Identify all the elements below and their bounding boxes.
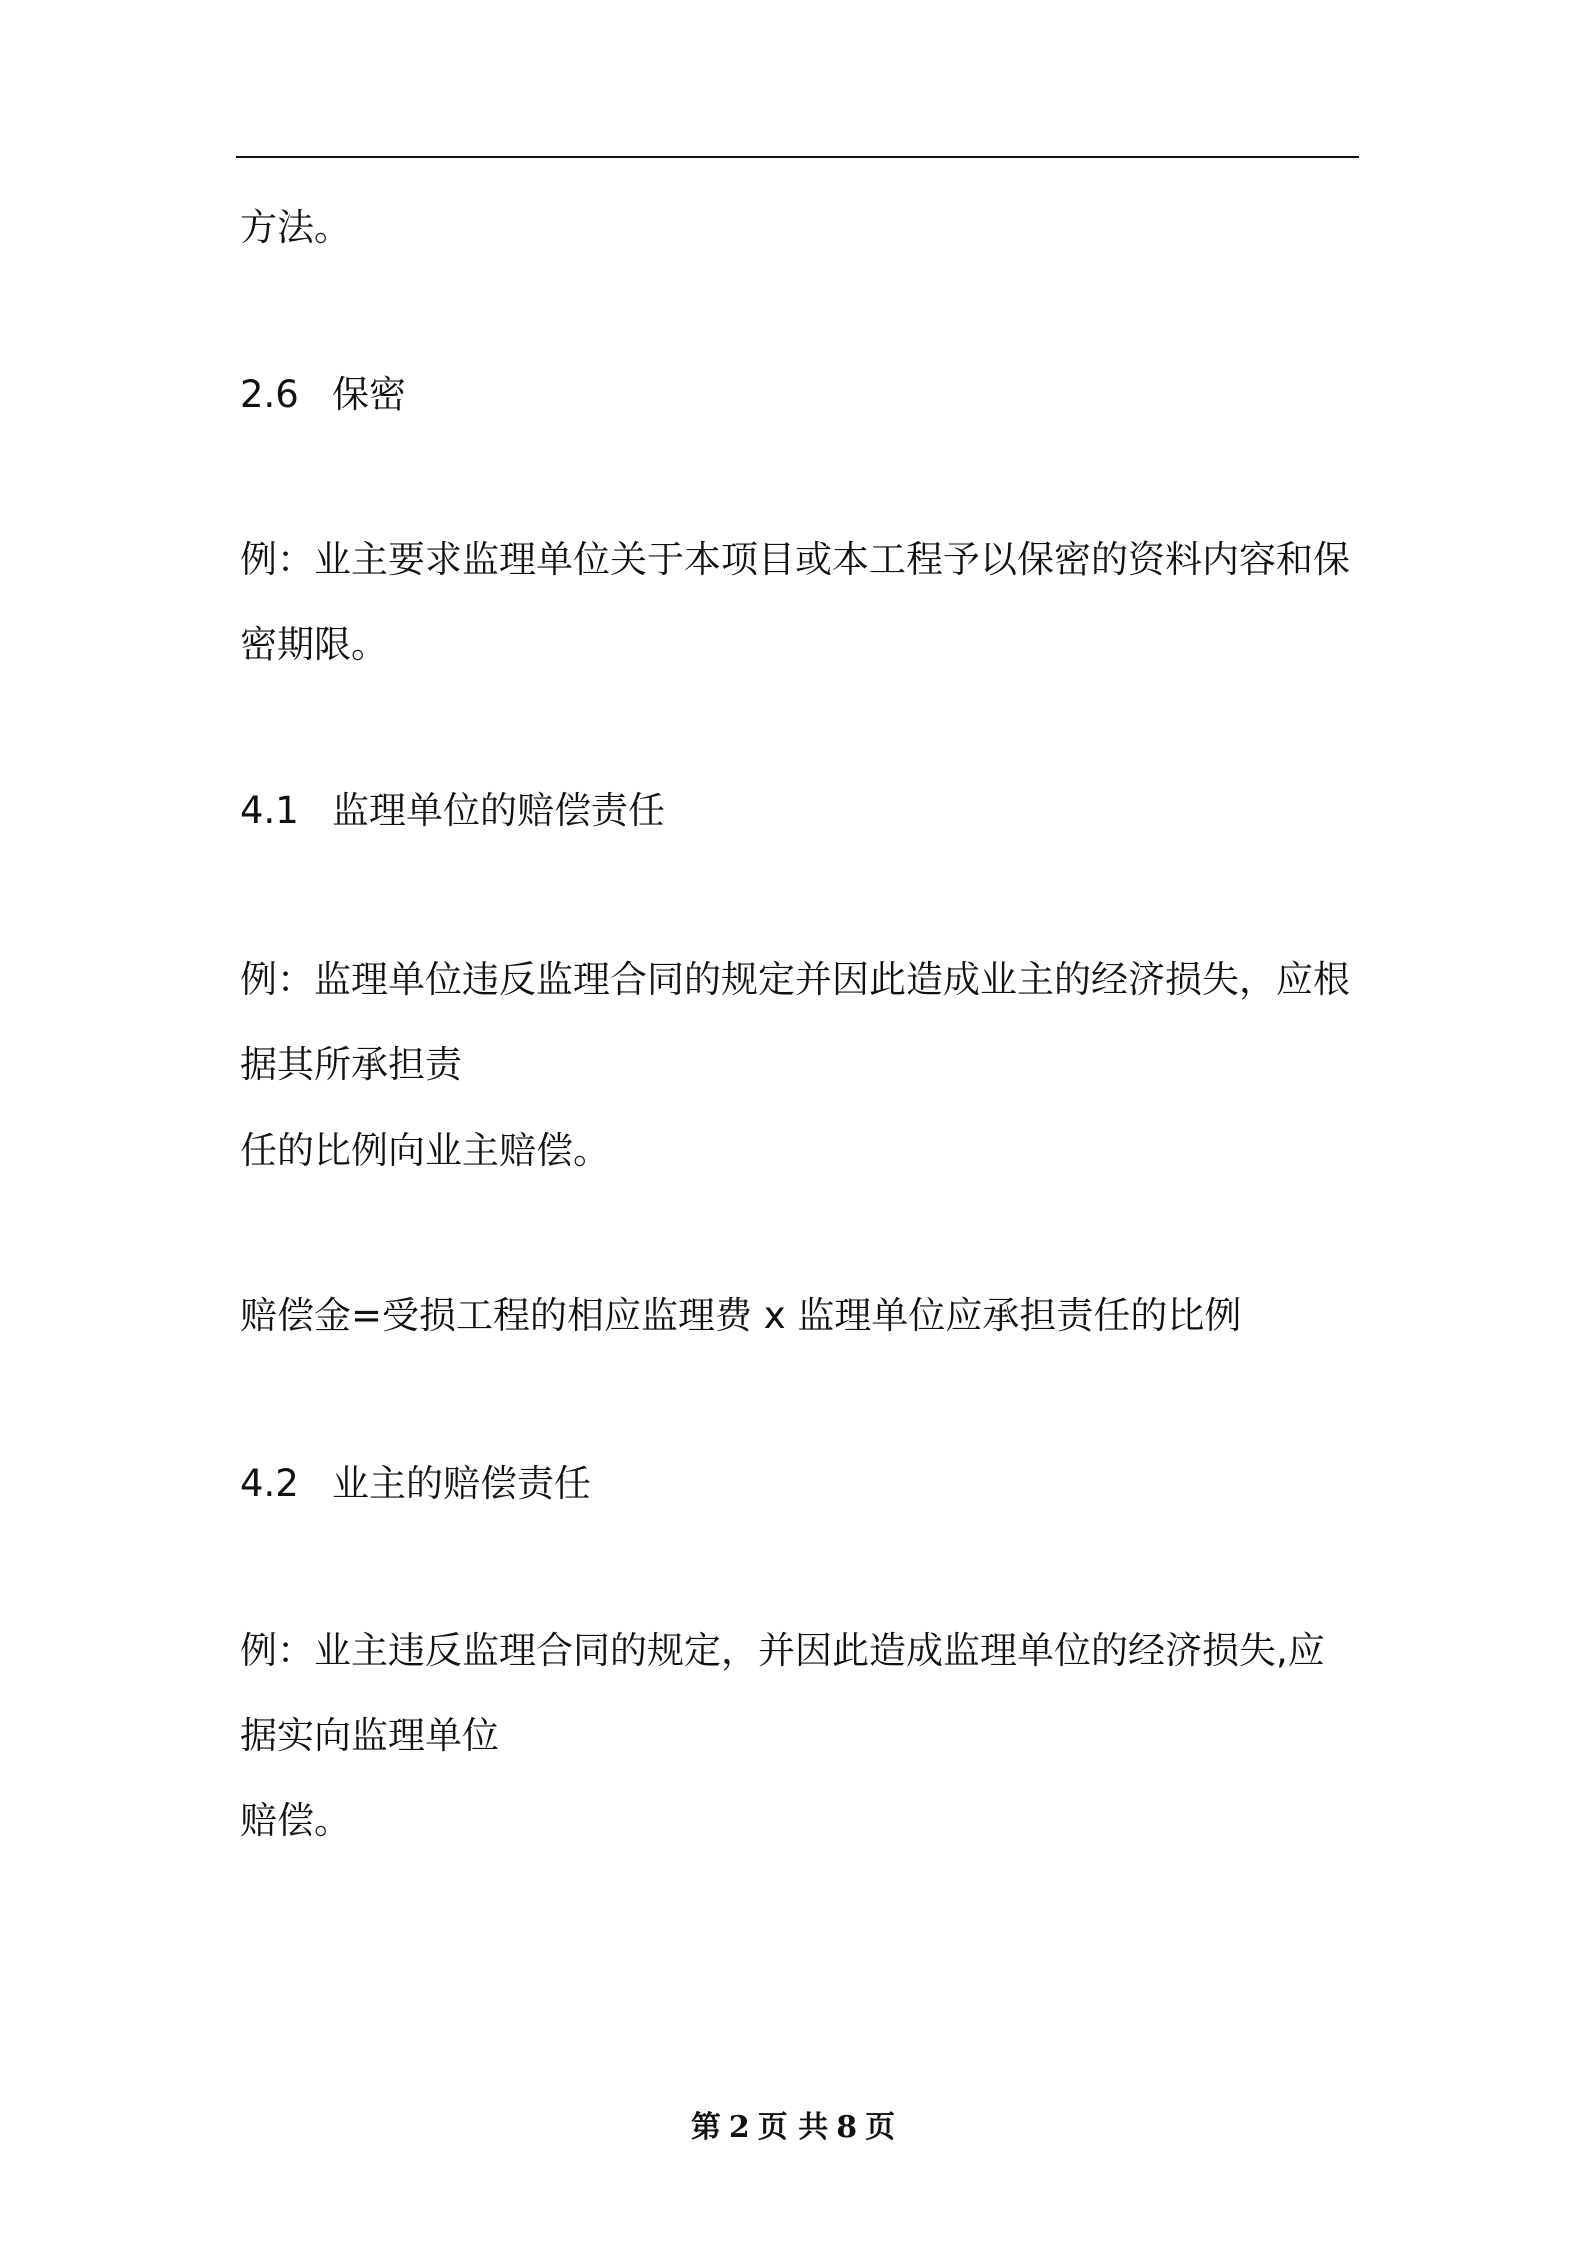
section-number: 2.6 — [240, 373, 299, 416]
page-footer — [0, 2102, 1586, 2146]
text-line: 例：业主要求监理单位关于本项目或本工程予以保密的资料内容和保 — [240, 538, 1350, 581]
text-line: 任的比例向业主赔偿。 — [240, 1129, 610, 1172]
text-line: 例：业主违反监理合同的规定，并因此造成监理单位的经济损失,应 — [240, 1629, 1325, 1672]
footer-suffix: 页 — [865, 2110, 896, 2145]
section-heading-4-2 — [240, 1459, 591, 1509]
text-line: 据其所承担责 — [240, 1043, 462, 1086]
footer-middle: 页 共 — [757, 2110, 829, 2145]
text-line: 例：监理单位违反监理合同的规定并因此造成业主的经济损失，应根 — [240, 958, 1350, 1001]
text-line: 密期限。 — [240, 623, 388, 666]
footer-current-page: 2 — [728, 2110, 750, 2145]
footer-total-pages: 8 — [836, 2110, 858, 2145]
section-title: 保密 — [332, 373, 406, 416]
footer-prefix: 第 — [690, 2110, 721, 2145]
formula-line: 赔偿金=受损工程的相应监理费 x 监理单位应承担责任的比例 — [240, 1294, 1242, 1337]
section-title: 监理单位的赔偿责任 — [332, 789, 665, 832]
text-line: 赔偿。 — [240, 1799, 351, 1842]
section-heading-2-6 — [240, 370, 406, 420]
section-title: 业主的赔偿责任 — [332, 1462, 591, 1505]
section-heading-4-1 — [240, 786, 665, 836]
section-number: 4.2 — [240, 1462, 299, 1505]
text-line: 方法。 — [240, 206, 351, 249]
section-number: 4.1 — [240, 789, 299, 832]
text-line: 据实向监理单位 — [240, 1714, 499, 1757]
header-rule — [236, 156, 1359, 158]
